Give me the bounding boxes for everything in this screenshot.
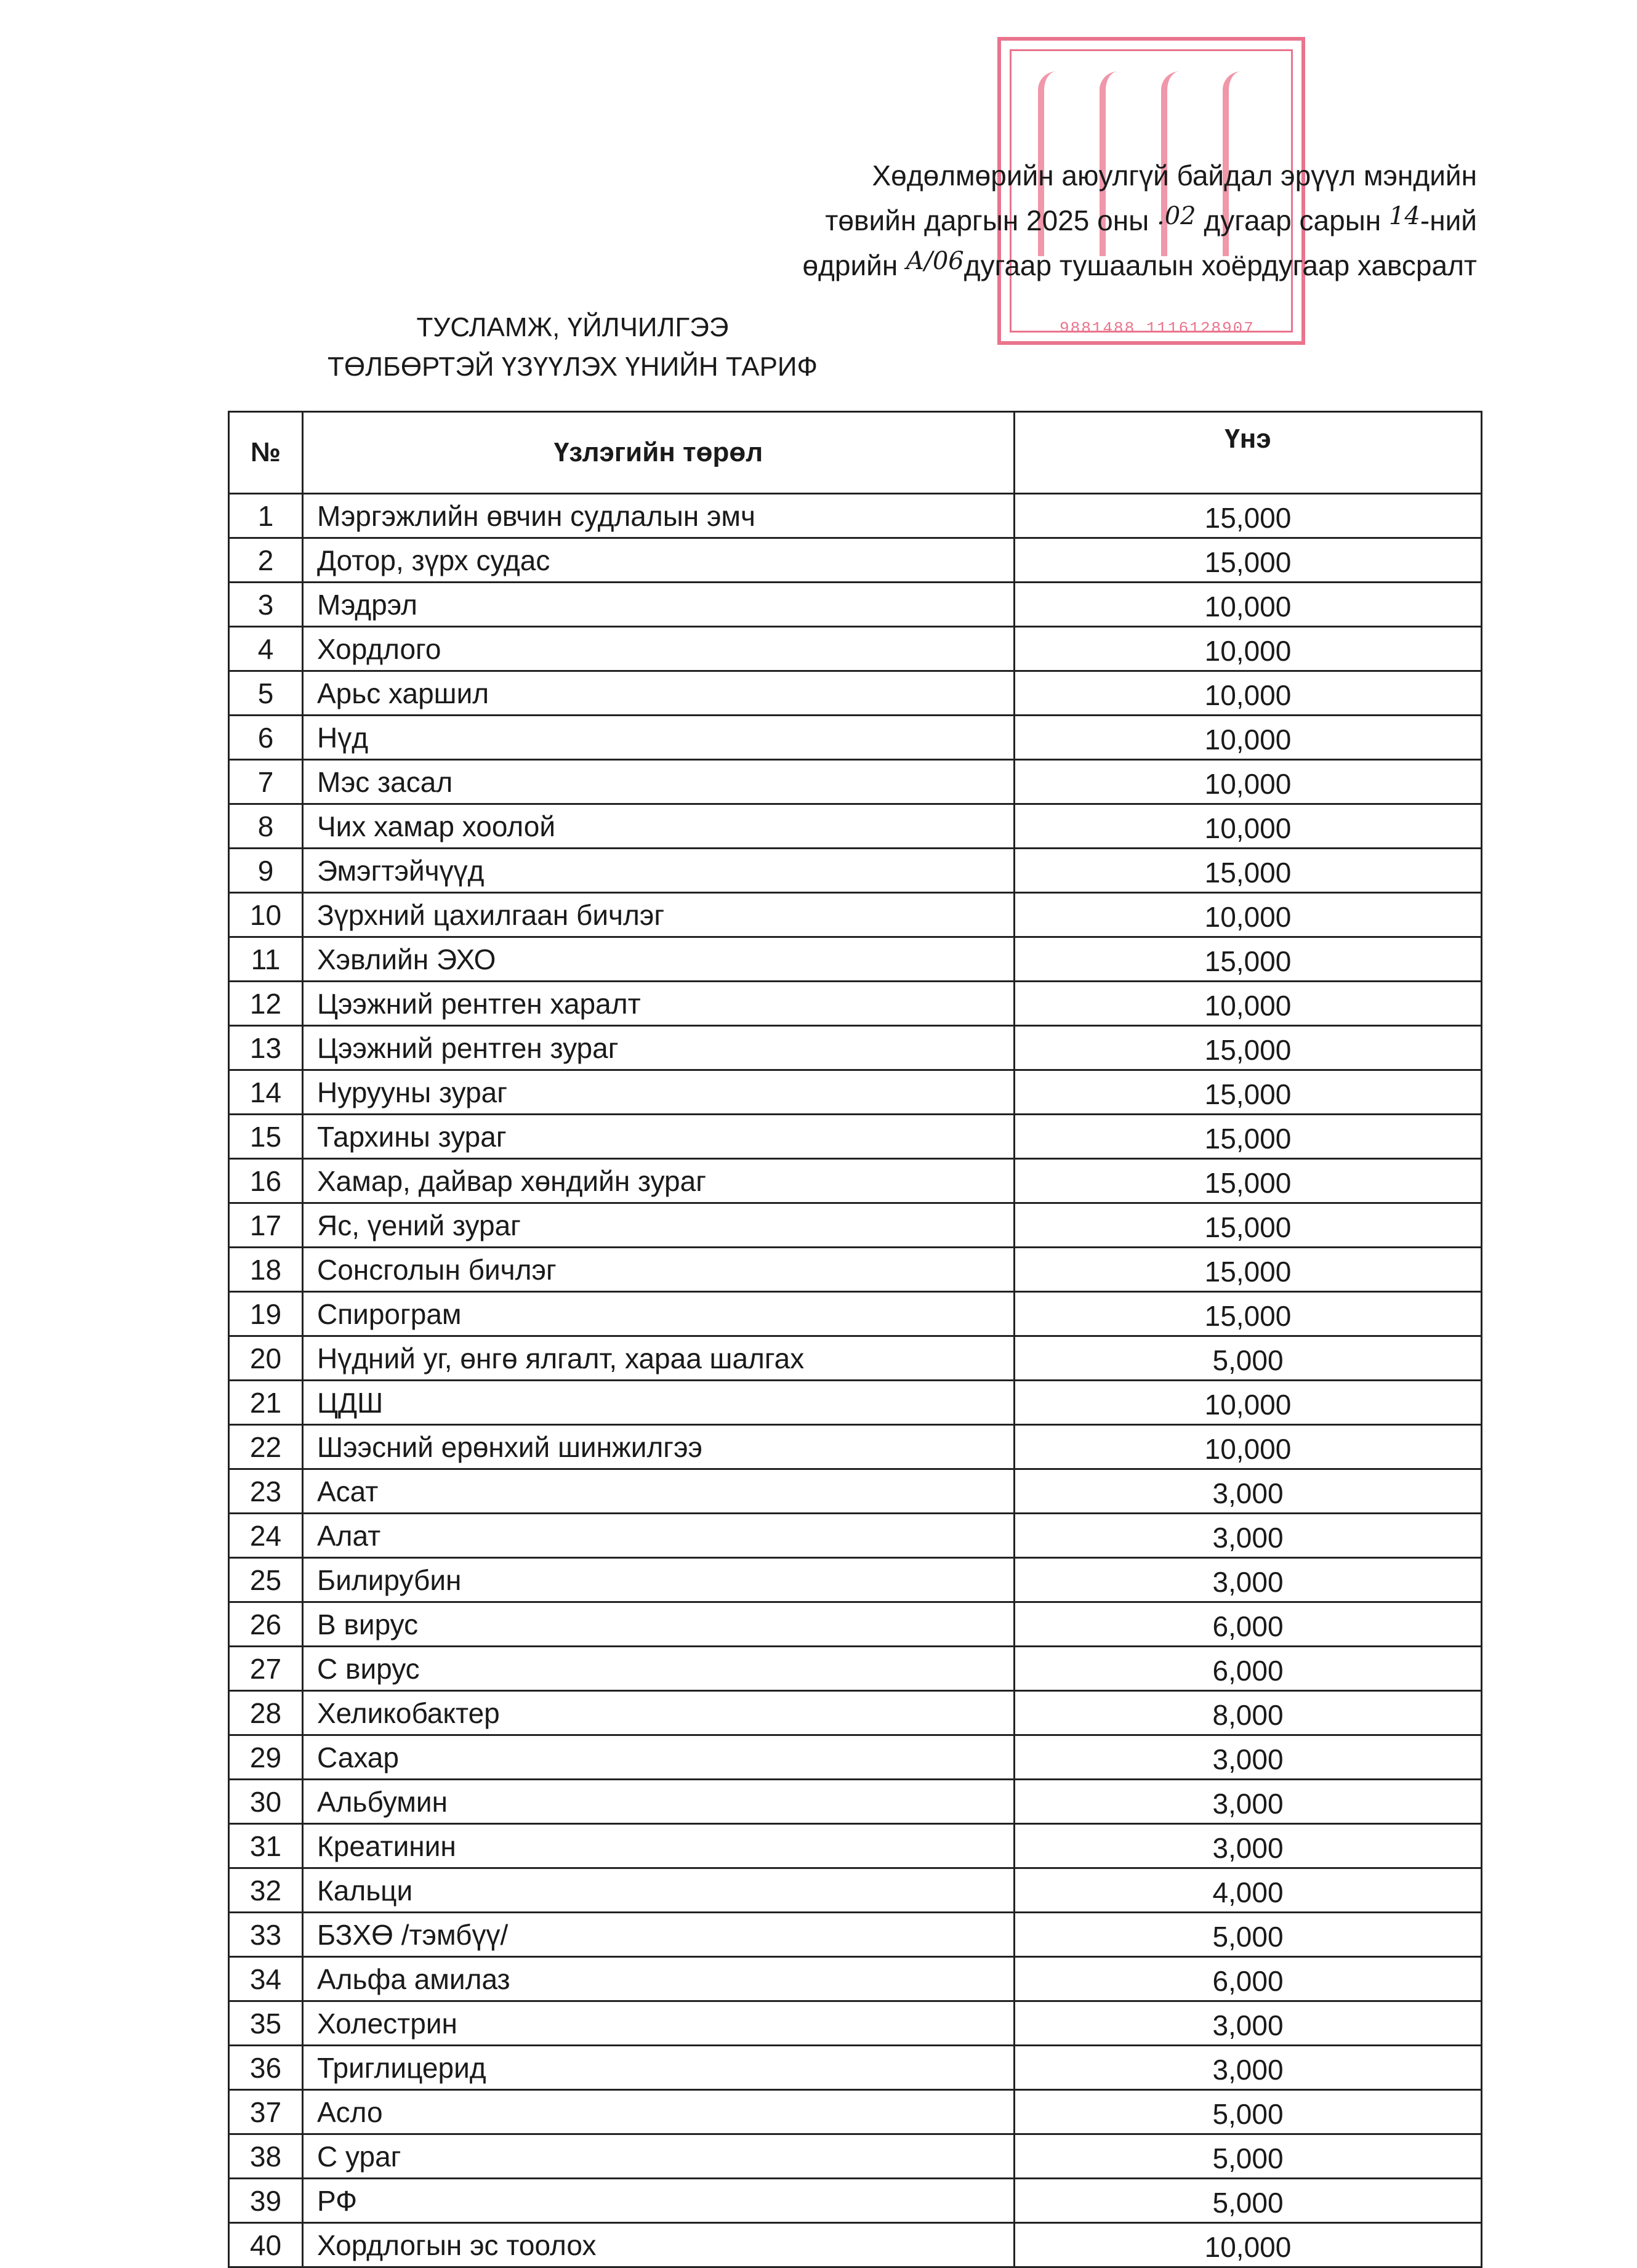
table-row [229, 1159, 1482, 1203]
table-header-row [229, 412, 1482, 494]
row-price: 3,000 [1015, 2046, 1482, 2090]
row-number: 28 [229, 1691, 303, 1735]
row-number: 5 [229, 671, 303, 716]
table-row [229, 1957, 1482, 2001]
row-number: 17 [229, 1203, 303, 1248]
row-number: 39 [229, 2179, 303, 2223]
header-price: Үнэ [1015, 412, 1482, 494]
row-number: 36 [229, 2046, 303, 2090]
table-row [229, 1913, 1482, 1957]
row-exam-type: Нүд [303, 716, 1015, 760]
row-number: 6 [229, 716, 303, 760]
row-exam-type: Хордлогын эс тоолох [303, 2223, 1015, 2267]
table-row [229, 1425, 1482, 1469]
table-row [229, 893, 1482, 937]
row-price: 3,000 [1015, 1824, 1482, 1868]
row-exam-type: Хеликобактер [303, 1691, 1015, 1735]
row-price: 15,000 [1015, 849, 1482, 893]
row-exam-type: Нүдний уг, өнгө ялгалт, хараа шалгах [303, 1336, 1015, 1381]
row-exam-type: Тархины зураг [303, 1115, 1015, 1159]
document-header [802, 155, 1477, 286]
row-number: 14 [229, 1070, 303, 1115]
row-exam-type: В вирус [303, 1602, 1015, 1647]
row-exam-type: С вирус [303, 1647, 1015, 1691]
table-row [229, 849, 1482, 893]
table-row [229, 937, 1482, 982]
row-price: 10,000 [1015, 2223, 1482, 2267]
row-exam-type: Триглицерид [303, 2046, 1015, 2090]
row-price: 15,000 [1015, 1026, 1482, 1070]
row-price: 3,000 [1015, 1558, 1482, 1602]
row-price: 6,000 [1015, 1602, 1482, 1647]
row-exam-type: Креатинин [303, 1824, 1015, 1868]
row-exam-type: Хэвлийн ЭХО [303, 937, 1015, 982]
row-exam-type: Нурууны зураг [303, 1070, 1015, 1115]
row-price: 10,000 [1015, 1381, 1482, 1425]
row-exam-type: Кальци [303, 1868, 1015, 1913]
row-price: 10,000 [1015, 1425, 1482, 1469]
row-price: 5,000 [1015, 1913, 1482, 1957]
title-line-2: ТӨЛБӨРТЭЙ ҮЗҮҮЛЭХ ҮНИЙН ТАРИФ [327, 352, 818, 382]
row-exam-type: Хамар, дайвар хөндийн зураг [303, 1159, 1015, 1203]
row-number: 40 [229, 2223, 303, 2267]
table-row [229, 2134, 1482, 2179]
row-exam-type: Альфа амилаз [303, 1957, 1015, 2001]
row-number: 25 [229, 1558, 303, 1602]
row-exam-type: Асат [303, 1469, 1015, 1514]
table-row [229, 2090, 1482, 2134]
table-row [229, 1248, 1482, 1292]
row-number: 16 [229, 1159, 303, 1203]
table-row [229, 1026, 1482, 1070]
row-price: 10,000 [1015, 716, 1482, 760]
row-price: 6,000 [1015, 1957, 1482, 2001]
row-price: 10,000 [1015, 893, 1482, 937]
header-line-1: Хөдөлмөрийн аюулгүй байдал эрүүл мэндийн [872, 159, 1477, 192]
stamp-numbers: 9881488 1116128907 [1060, 319, 1255, 337]
handwritten-month: .02 [1157, 202, 1196, 230]
row-number: 20 [229, 1336, 303, 1381]
row-number: 24 [229, 1514, 303, 1558]
table-row [229, 1780, 1482, 1824]
header-exam-type: Үзлэгийн төрөл [303, 412, 1015, 494]
row-exam-type: Мэс засал [303, 760, 1015, 804]
row-number: 33 [229, 1913, 303, 1957]
row-price: 3,000 [1015, 1514, 1482, 1558]
table-row [229, 671, 1482, 716]
row-number: 7 [229, 760, 303, 804]
row-number: 18 [229, 1248, 303, 1292]
row-number: 29 [229, 1735, 303, 1780]
row-price: 4,000 [1015, 1868, 1482, 1913]
row-exam-type: Арьс харшил [303, 671, 1015, 716]
table-row [229, 716, 1482, 760]
handwritten-order-number: А/06 [906, 247, 964, 275]
row-number: 15 [229, 1115, 303, 1159]
table-row [229, 2223, 1482, 2267]
row-exam-type: Асло [303, 2090, 1015, 2134]
row-exam-type: Эмэгтэйчүүд [303, 849, 1015, 893]
row-price: 15,000 [1015, 538, 1482, 583]
table-row [229, 1868, 1482, 1913]
row-exam-type: Дотор, зүрх судас [303, 538, 1015, 583]
row-exam-type: Альбумин [303, 1780, 1015, 1824]
row-price: 15,000 [1015, 1203, 1482, 1248]
row-price: 5,000 [1015, 1336, 1482, 1381]
row-number: 12 [229, 982, 303, 1026]
table-row [229, 1558, 1482, 1602]
table-row [229, 1203, 1482, 1248]
row-exam-type: Билирубин [303, 1558, 1015, 1602]
row-number: 11 [229, 937, 303, 982]
row-number: 30 [229, 1780, 303, 1824]
row-number: 10 [229, 893, 303, 937]
table-row [229, 1070, 1482, 1115]
row-price: 15,000 [1015, 1115, 1482, 1159]
row-number: 34 [229, 1957, 303, 2001]
row-number: 27 [229, 1647, 303, 1691]
table-row [229, 538, 1482, 583]
row-number: 13 [229, 1026, 303, 1070]
row-number: 4 [229, 627, 303, 671]
row-exam-type: Чих хамар хоолой [303, 804, 1015, 849]
table-row [229, 1691, 1482, 1735]
row-exam-type: Зүрхний цахилгаан бичлэг [303, 893, 1015, 937]
table-row [229, 1115, 1482, 1159]
row-exam-type: РФ [303, 2179, 1015, 2223]
row-exam-type: БЗХӨ /тэмбүү/ [303, 1913, 1015, 1957]
row-price: 5,000 [1015, 2179, 1482, 2223]
row-number: 32 [229, 1868, 303, 1913]
title-line-1: ТУСЛАМЖ, ҮЙЛЧИЛГЭЭ [416, 312, 729, 342]
row-number: 31 [229, 1824, 303, 1868]
handwritten-day: 14 [1388, 202, 1420, 230]
row-number: 35 [229, 2001, 303, 2046]
row-price: 10,000 [1015, 583, 1482, 627]
row-price: 15,000 [1015, 937, 1482, 982]
row-price: 15,000 [1015, 494, 1482, 538]
table-row [229, 1735, 1482, 1780]
row-price: 15,000 [1015, 1292, 1482, 1336]
row-exam-type: Мэдрэл [303, 583, 1015, 627]
row-exam-type: Хордлого [303, 627, 1015, 671]
row-number: 8 [229, 804, 303, 849]
row-exam-type: Мэргэжлийн өвчин судлалын эмч [303, 494, 1015, 538]
row-number: 2 [229, 538, 303, 583]
header-line-2: төвийн даргын 2025 оны .02 дугаар сарын 14-ний [825, 202, 1477, 236]
row-price: 10,000 [1015, 804, 1482, 849]
row-number: 26 [229, 1602, 303, 1647]
row-price: 6,000 [1015, 1647, 1482, 1691]
table-row [229, 1602, 1482, 1647]
row-price: 15,000 [1015, 1159, 1482, 1203]
table-row [229, 627, 1482, 671]
row-exam-type: Яс, үений зураг [303, 1203, 1015, 1248]
header-line-3: өдрийн А/06дугаар тушаалын хоёрдугаар хавсралт [802, 247, 1477, 281]
table-row [229, 583, 1482, 627]
row-number: 38 [229, 2134, 303, 2179]
row-number: 3 [229, 583, 303, 627]
row-price: 10,000 [1015, 760, 1482, 804]
row-number: 19 [229, 1292, 303, 1336]
row-exam-type: Холестрин [303, 2001, 1015, 2046]
row-exam-type: Сонсголын бичлэг [303, 1248, 1015, 1292]
table-row [229, 1469, 1482, 1514]
row-exam-type: Шээсний ерөнхий шинжилгээ [303, 1425, 1015, 1469]
row-exam-type: Спирограм [303, 1292, 1015, 1336]
row-exam-type: Цээжний рентген харалт [303, 982, 1015, 1026]
row-price: 3,000 [1015, 1469, 1482, 1514]
row-price: 15,000 [1015, 1070, 1482, 1115]
document-title [0, 308, 1145, 387]
table-row [229, 1336, 1482, 1381]
table-row [229, 1647, 1482, 1691]
table-row [229, 982, 1482, 1026]
row-price: 15,000 [1015, 1248, 1482, 1292]
row-price: 3,000 [1015, 1735, 1482, 1780]
table-row [229, 760, 1482, 804]
row-price: 5,000 [1015, 2134, 1482, 2179]
table-row [229, 1381, 1482, 1425]
row-price: 10,000 [1015, 671, 1482, 716]
table-row [229, 2001, 1482, 2046]
table-row [229, 804, 1482, 849]
table-row [229, 2179, 1482, 2223]
row-price: 3,000 [1015, 1780, 1482, 1824]
tariff-table [228, 411, 1482, 2268]
row-number: 23 [229, 1469, 303, 1514]
row-number: 37 [229, 2090, 303, 2134]
row-number: 9 [229, 849, 303, 893]
table-row [229, 1824, 1482, 1868]
table-row [229, 1292, 1482, 1336]
row-number: 1 [229, 494, 303, 538]
row-exam-type: Цээжний рентген зураг [303, 1026, 1015, 1070]
row-exam-type: Сахар [303, 1735, 1015, 1780]
table-row [229, 2046, 1482, 2090]
row-price: 3,000 [1015, 2001, 1482, 2046]
row-number: 21 [229, 1381, 303, 1425]
row-number: 22 [229, 1425, 303, 1469]
row-exam-type: Алат [303, 1514, 1015, 1558]
row-price: 8,000 [1015, 1691, 1482, 1735]
row-exam-type: ЦДШ [303, 1381, 1015, 1425]
row-price: 10,000 [1015, 627, 1482, 671]
header-number: № [229, 412, 303, 494]
table-row [229, 494, 1482, 538]
row-exam-type: С ураг [303, 2134, 1015, 2179]
row-price: 10,000 [1015, 982, 1482, 1026]
table-row [229, 1514, 1482, 1558]
row-price: 5,000 [1015, 2090, 1482, 2134]
